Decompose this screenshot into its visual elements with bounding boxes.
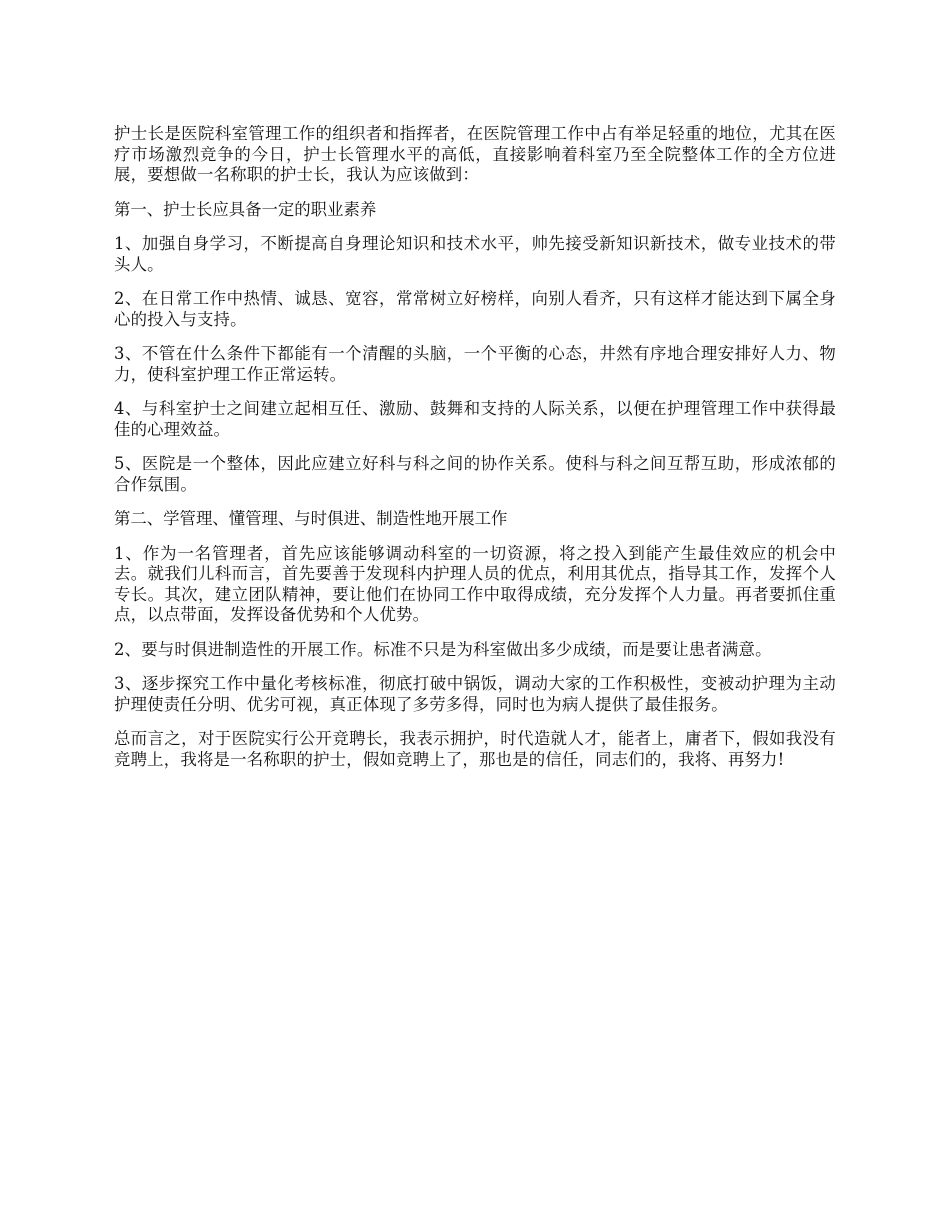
section2-item-3: 3、逐步探究工作中量化考核标准，彻底打破中锅饭，调动大家的工作积极性，变被动护理为主动护理使责任分明、优劣可视，真正体现了多劳多得，同时也为病人提供了最佳报务。 — [114, 674, 836, 714]
document-body — [114, 124, 836, 784]
section1-item-3: 3、不管在什么条件下都能有一个清醒的头脑，一个平衡的心态，井然有序地合理安排好人力、物力，使科室护理工作正常运转。 — [114, 344, 836, 384]
conclusion-paragraph: 总而言之，对于医院实行公开竞聘长，我表示拥护，时代造就人才，能者上，庸者下，假如我没有竞聘上，我将是一名称职的护士，假如竞聘上了，那也是的信任，同志们的，我将、再努力! — [114, 729, 836, 769]
section1-item-4: 4、与科室护士之间建立起相互任、激励、鼓舞和支持的人际关系，以便在护理管理工作中获得最佳的心理效益。 — [114, 399, 836, 439]
intro-paragraph: 护士长是医院科室管理工作的组织者和指挥者，在医院管理工作中占有举足轻重的地位，尤其在医疗市场激烈竞争的今日，护士长管理水平的高低，直接影响着科室乃至全院整体工作的全方位进展，要想做一名称职的护士长，我认为应该做到： — [114, 124, 836, 184]
section1-item-2: 2、在日常工作中热情、诚恳、宽容，常常树立好榜样，向别人看齐，只有这样才能达到下属全身心的投入与支持。 — [114, 289, 836, 329]
section1-item-5: 5、医院是一个整体，因此应建立好科与科之间的协作关系。使科与科之间互帮互助，形成浓郁的合作氛围。 — [114, 454, 836, 494]
section2-item-1: 1、作为一名管理者，首先应该能够调动科室的一切资源，将之投入到能产生最佳效应的机会中去。就我们儿科而言，首先要善于发现科内护理人员的优点，利用其优点，指导其工作，发挥个人专长。其次，建立团队精神，要让他们在协同工作中取得成绩，充分发挥个人力量。再者要抓住重点，以点带面，发挥设备优势和个人优势。 — [114, 543, 836, 624]
section1-heading: 第一、护士长应具备一定的职业素养 — [114, 199, 377, 219]
section2-heading: 第二、学管理、懂管理、与时俱进、制造性地开展工作 — [114, 509, 508, 528]
section2-item-2: 2、要与时俱进制造性的开展工作。标准不只是为科室做出多少成绩，而是要让患者满意。 — [114, 639, 772, 659]
section1-item-1: 1、加强自身学习，不断提高自身理论知识和技术水平，帅先接受新知识新技术，做专业技术的带头人。 — [114, 234, 836, 274]
